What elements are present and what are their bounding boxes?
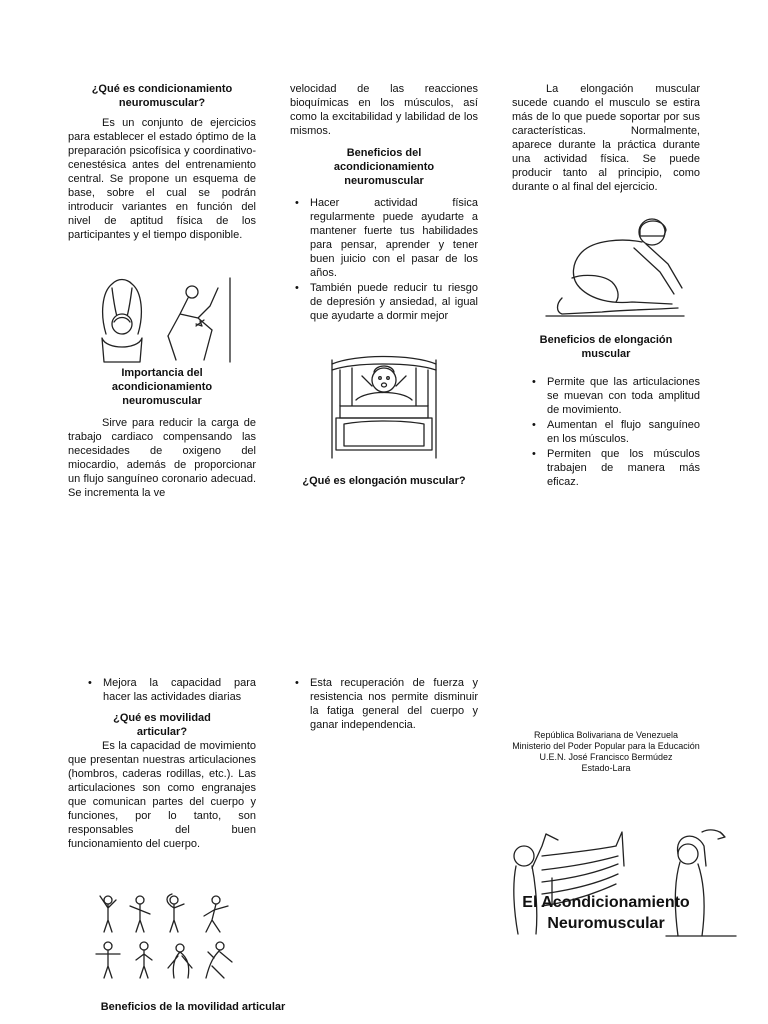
panel-5 [290,676,478,733]
list-item: • Hacer actividad física regularmente puede ayudarte a mantener fuerte tus habilidades para pensar, aprender y tener buen juicio con el pasar de los años. [310,196,478,280]
cover-ministry: Ministerio del Poder Popular para la Educación [512,741,700,751]
importance-text: Sirve para reducir la carga de trabajo cardiaco compensando las necesidades de oxigeno del miocardio, además de proporcionar un flujo sanguíneo coronario adecuad. Se incrementa la ve [68,417,256,499]
benefits-conditioning-list [290,196,478,323]
list-item: • Permite que las articulaciones se muevan con toda amplitud de movimiento. [547,375,700,417]
mobility-title: ¿Qué es movilidad articular? [113,712,211,738]
conditioning-definition: Es un conjunto de ejercicios para establecer el estado óptimo de la preparación psicofísica y coordinativo-cenestésica antes del entrenamiento central. Se propone un esquema de base, sobre el cual se podrán introducir variantes en función del nivel de aptitud física de los participantes y el tiempo disponible. [68,117,256,241]
panel-3 [512,82,700,194]
list-item: • Mejora la capacidad para hacer las actividades diarias [103,676,256,704]
importance-title: Importancia del acondicionamiento neuromuscular [111,367,213,407]
continued-text: velocidad de las reacciones bioquímicas en los músculos, así como la excitabilidad y labilidad de los mismos. [290,83,478,137]
cover-title [506,892,706,934]
mobility-exercises-icon [94,892,244,982]
panel-1 [68,82,256,242]
panel-2 [290,82,478,324]
elongation-question: ¿Qué es elongación muscular? [302,475,466,487]
cover-title-line-2: Neuromuscular [547,915,665,932]
cover-school: U.E.N. José Francisco Bermúdez [539,752,673,762]
benefits-elongation-list [512,375,700,489]
cover-institution [506,730,706,774]
benefits-elongation-title: Beneficios de elongación muscular [539,334,673,360]
seated-stretch-icon [542,208,688,324]
list-item: • Aumentan el flujo sanguíneo en los músculos. [547,418,700,446]
panel-4-list [68,676,256,704]
cover-country: República Bolivariana de Venezuela [533,730,679,740]
elongation-definition: La elongación muscular sucede cuando el musculo se estira más de lo que puede soportar por sus características. Normalmente, aparece durante la práctica durante una actividad física. Se puede producir tanto al principio, como durante o al final del ejercicio. [512,83,700,193]
mobility-benefits-title: Beneficios de la movilidad articular [100,1001,286,1013]
panel-4 [68,676,256,851]
list-item: • Permiten que los músculos trabajen de manera más eficaz. [547,447,700,489]
child-in-bed-icon [326,350,442,462]
mobility-definition: Es la capacidad de movimiento que presentan nuestras articulaciones (hombros, caderas rodillas, etc.). Las articulaciones son como engranajes que comunican partes del cuerpo y funciones, por lo tanto, son responsables del buen funcionamiento del cuerpo. [68,740,256,850]
cover-title-line-1: El Acondicionamiento [522,894,690,911]
panel-1-importance [68,366,256,500]
benefits-conditioning-title: Beneficios del acondicionamiento neuromuscular [333,147,435,187]
list-item: • También puede reducir tu riesgo de depresión y ansiedad, al igual que ayudarte a dormir mejor [310,281,478,323]
list-item: • Esta recuperación de fuerza y resistencia nos permite disminuir la fatiga general del cuerpo y ganar independencia. [310,676,478,732]
cover-state: Estado-Lara [581,763,631,773]
panel-3-benefits [512,333,700,490]
panel-5-list [290,676,478,732]
stretching-figures-icon [92,274,240,364]
question-conditioning-title: ¿Qué es condicionamiento neuromuscular? [91,83,233,109]
